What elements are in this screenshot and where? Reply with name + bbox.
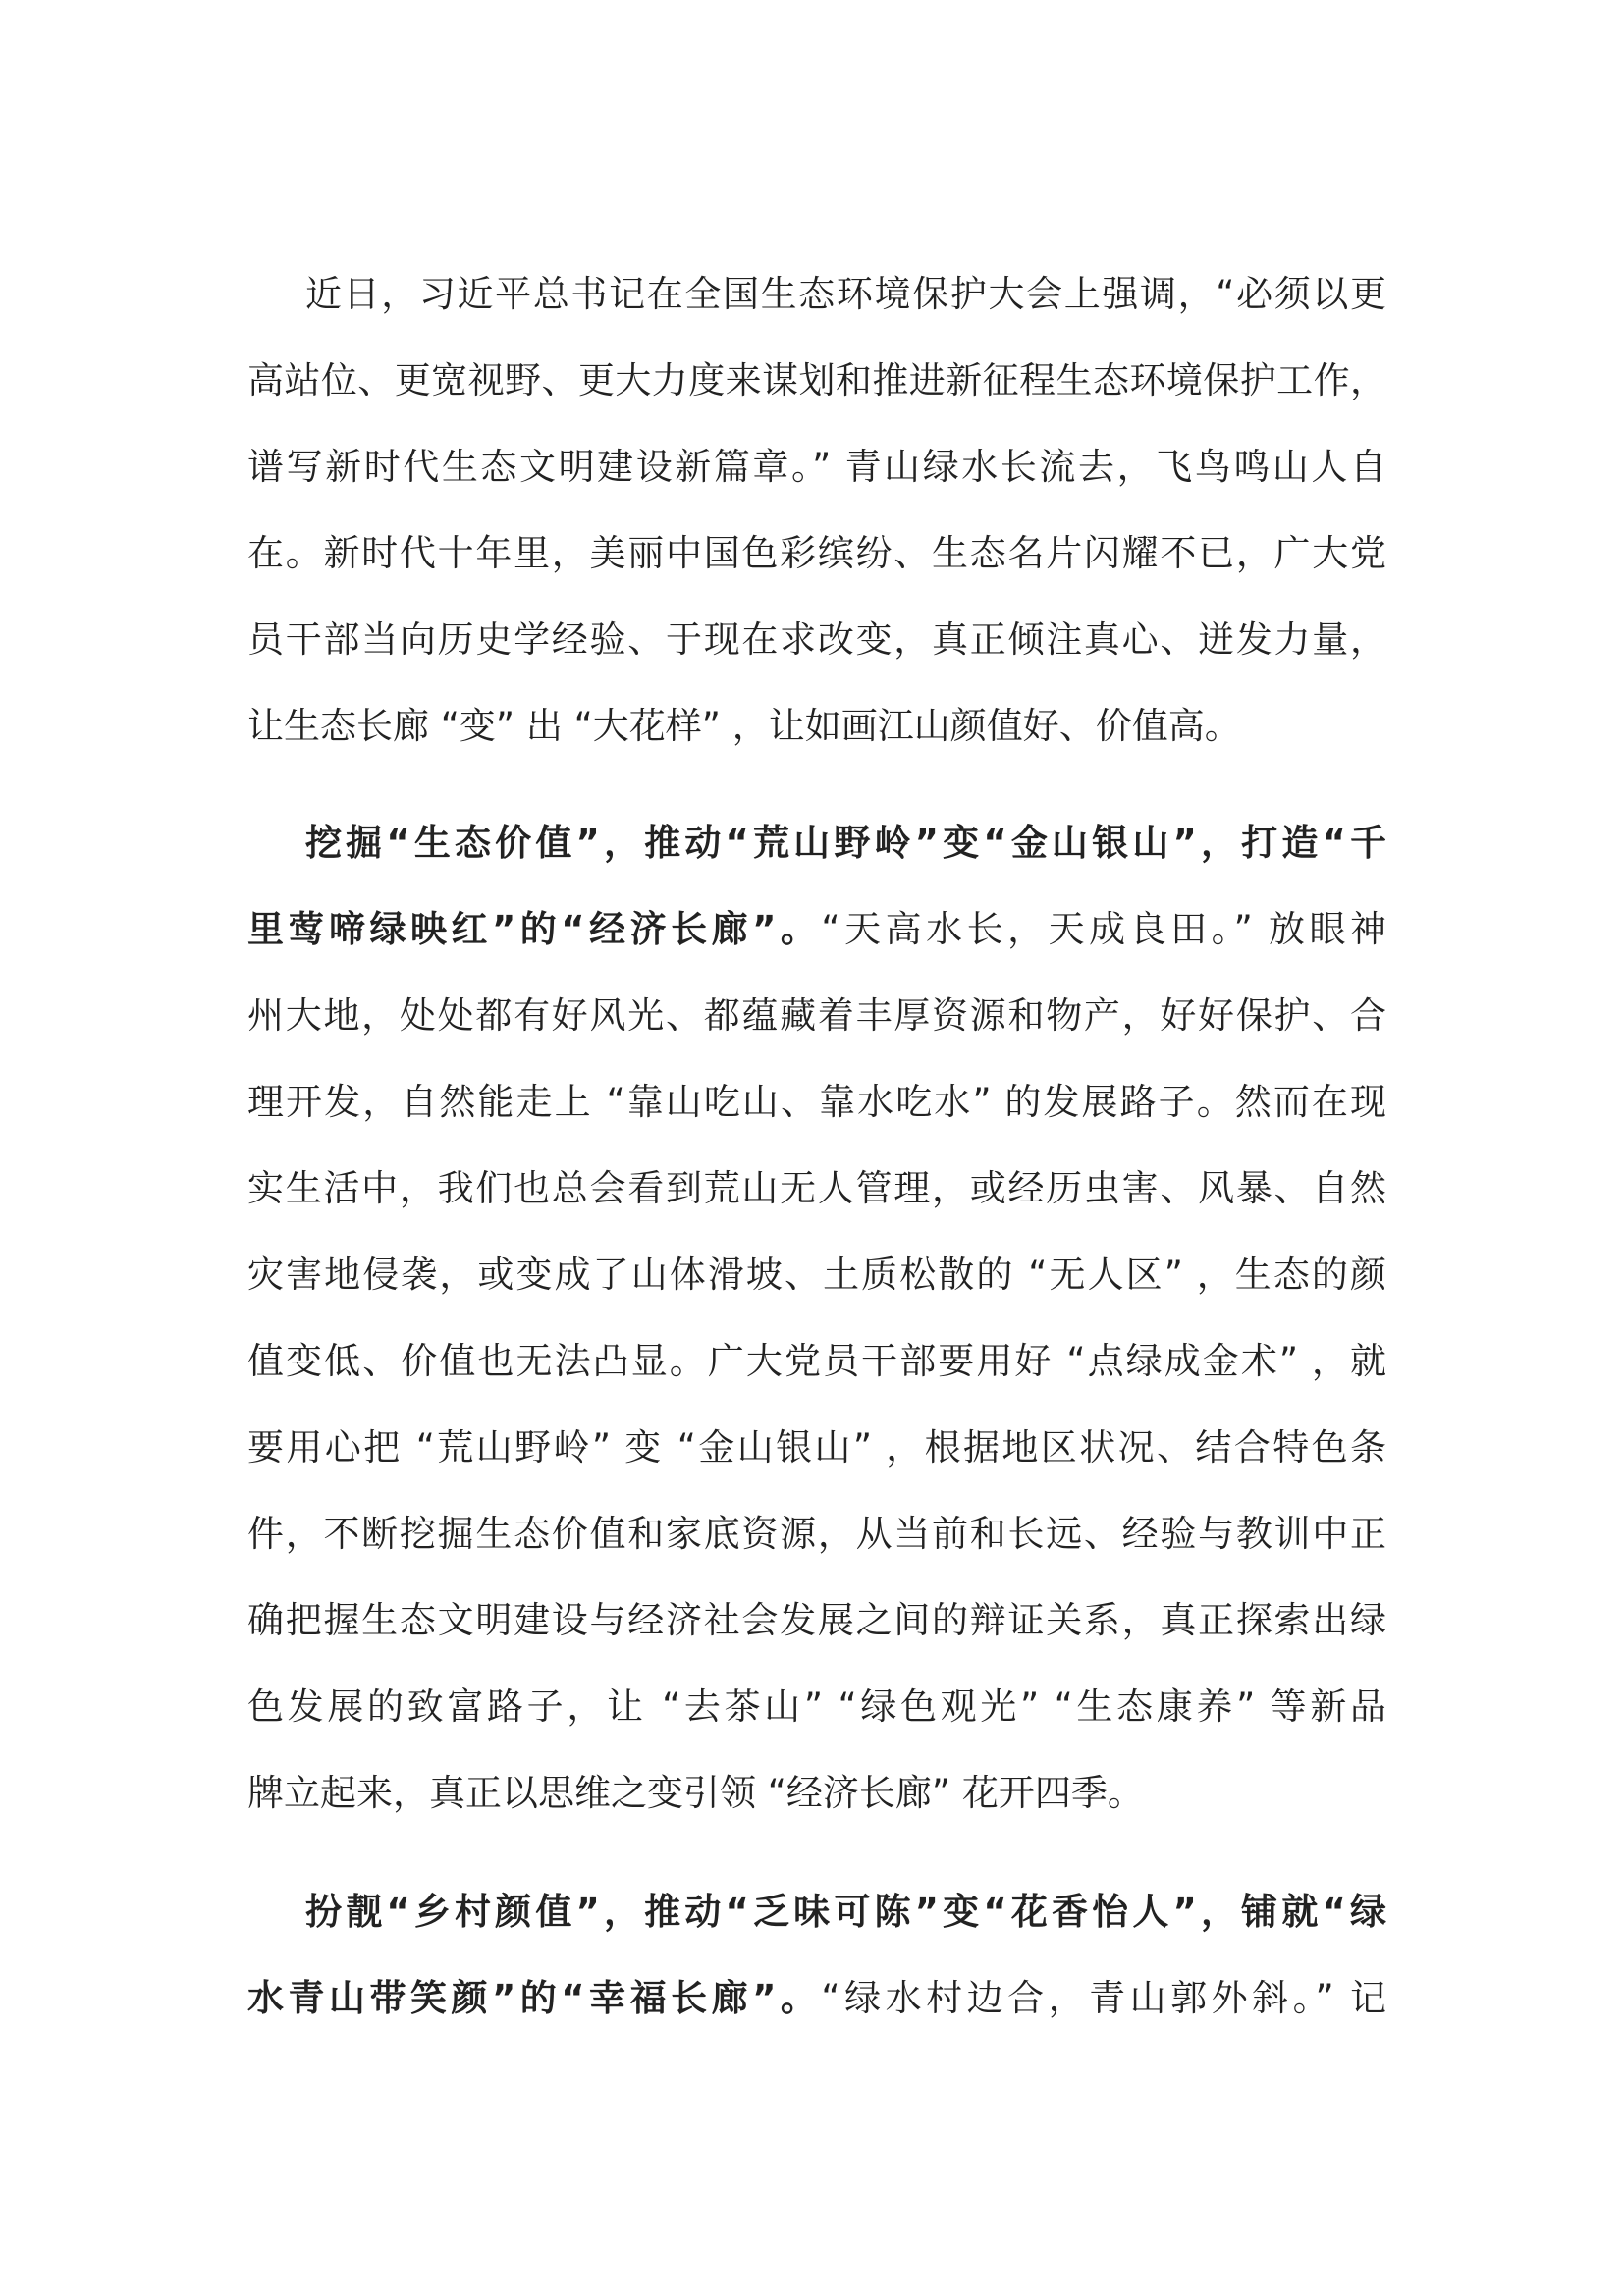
text-line: 近日，习近平总书记在全国生态环境保护大会上强调，“必须以更 (305, 273, 1386, 315)
text-line: 要用心把 “荒山野岭” 变 “金山银山” ，根据地区状况、结合特色条 (247, 1426, 1386, 1468)
text-line: 实生活中，我们也总会看到荒山无人管理，或经历虫害、风暴、自然 (247, 1167, 1386, 1209)
paragraph-intro (247, 251, 1386, 770)
text-line (247, 1955, 1386, 2042)
section-heading-line: 扮靓“乡村颜值”，推动“乏味可陈”变“花香怡人”，铺就“绿 (305, 1891, 1386, 1933)
text-line: 员干部当向历史学经验、于现在求改变，真正倾注真心、迸发力量， (247, 618, 1386, 661)
text-line (247, 886, 1386, 973)
section-heading-line: 水青山带笑颜”的“幸福长廊”。 (247, 1977, 822, 2019)
text-line: 灾害地侵袭，或变成了山体滑坡、土质松散的 “无人区” ，生态的颜 (247, 1254, 1386, 1296)
text-line: 确把握生态文明建设与经济社会发展之间的辩证关系，真正探索出绿 (247, 1599, 1386, 1641)
text-line: 牌立起来，真正以思维之变引领 “经济长廊” 花开四季。 (247, 1772, 1144, 1814)
section-heading-line: 挖掘“生态价值”，推动“荒山野岭”变“金山银山”，打造“千 (305, 822, 1386, 864)
text-line: 让生态长廊 “变” 出 “大花样” ，让如画江山颜值好、价值高。 (247, 705, 1241, 747)
paragraph-happiness-corridor (247, 1869, 1386, 2042)
text-line: 高站位、更宽视野、更大力度来谋划和推进新征程生态环境保护工作， (247, 359, 1386, 401)
text-line: 件，不断挖掘生态价值和家底资源，从当前和长远、经验与教训中正 (247, 1513, 1386, 1555)
text-run: “绿水村边合，青山郭外斜。” 记 (821, 1977, 1386, 2019)
text-line: 值变低、价值也无法凸显。广大党员干部要用好 “点绿成金术” ，就 (247, 1340, 1386, 1382)
text-run: “天高水长，天成良田。” 放眼神 (821, 908, 1386, 950)
text-line: 州大地，处处都有好风光、都蕴藏着丰厚资源和物产，好好保护、合 (247, 994, 1386, 1037)
paragraph-economic-corridor (247, 800, 1386, 1837)
text-line: 色发展的致富路子，让 “去茶山” “绿色观光” “生态康养” 等新品 (247, 1685, 1386, 1728)
text-line: 谱写新时代生态文明建设新篇章。” 青山绿水长流去，飞鸟鸣山人自 (247, 446, 1386, 488)
section-heading-line: 里莺啼绿映红”的“经济长廊”。 (247, 908, 822, 950)
text-line: 理开发，自然能走上 “靠山吃山、靠水吃水” 的发展路子。然而在现 (247, 1081, 1386, 1123)
text-line: 在。新时代十年里，美丽中国色彩缤纷、生态名片闪耀不已，广大党 (247, 532, 1386, 574)
